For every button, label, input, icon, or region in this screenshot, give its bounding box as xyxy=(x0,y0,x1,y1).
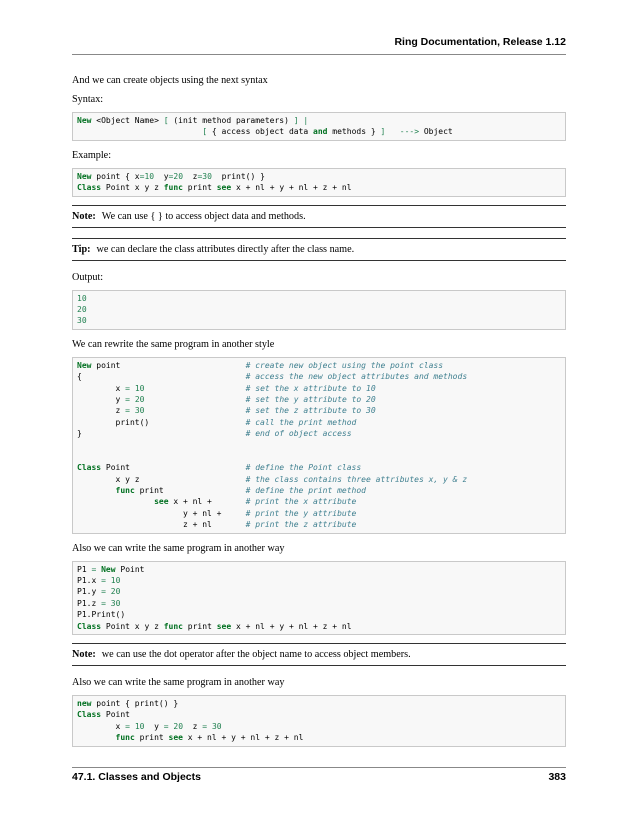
code-token: New xyxy=(77,116,92,125)
code-line xyxy=(77,383,561,394)
code-token: P1.y xyxy=(77,587,102,597)
code-token: = xyxy=(202,721,208,731)
code-token: { access object data xyxy=(207,127,314,137)
code-block xyxy=(72,290,566,330)
code-token: func xyxy=(115,486,135,496)
code-line xyxy=(77,598,561,609)
tip-admonition xyxy=(72,238,566,261)
code-token: { xyxy=(77,372,246,382)
code-line xyxy=(77,171,561,182)
code-token: 30 xyxy=(110,598,121,608)
code-line xyxy=(77,371,561,382)
code-line xyxy=(77,496,561,507)
code-token: P1 xyxy=(77,564,92,574)
code-token xyxy=(77,486,116,495)
code-token: 20 xyxy=(77,304,87,314)
code-line xyxy=(77,508,561,519)
code-token: = xyxy=(125,383,130,393)
code-line xyxy=(77,621,561,632)
code-token: P1.x xyxy=(77,575,102,585)
code-token: x + nl + xyxy=(168,497,246,507)
code-token: Class xyxy=(77,183,102,193)
code-token: 30 xyxy=(211,721,222,731)
code-line xyxy=(77,609,561,620)
code-line xyxy=(77,474,561,485)
code-token: 10 xyxy=(134,721,145,731)
code-block xyxy=(72,112,566,141)
code-token: = xyxy=(101,598,106,608)
code-line xyxy=(77,360,561,371)
code-token: 20 xyxy=(110,587,121,597)
code-token: = xyxy=(197,171,203,181)
code-line xyxy=(77,709,561,720)
paragraph: Example: xyxy=(72,149,112,161)
code-token: [ xyxy=(163,116,169,125)
code-token: # define the print method xyxy=(245,486,366,496)
code-token xyxy=(77,127,202,136)
code-token: } xyxy=(77,429,246,439)
code-token: 30 xyxy=(77,316,87,326)
code-token: see xyxy=(168,733,183,743)
code-token: Point x y z xyxy=(101,183,164,193)
code-line xyxy=(77,721,561,732)
code-token: <Object Name> xyxy=(91,116,164,125)
code-token: x + nl + y + nl + z + nl xyxy=(231,183,352,193)
code-block xyxy=(72,695,566,747)
code-line xyxy=(77,182,561,193)
admonition-text: we can declare the class attributes directly after the class name. xyxy=(96,243,355,255)
paragraph: Syntax: xyxy=(72,94,104,105)
code-token: y + nl + xyxy=(77,508,246,518)
code-token: 20 xyxy=(173,721,184,731)
code-token: Point xyxy=(101,710,130,720)
code-token: print() xyxy=(77,417,246,427)
code-token: x + nl + y + nl + z + nl xyxy=(182,733,304,743)
code-token: print xyxy=(182,183,217,193)
code-token: = xyxy=(125,406,130,416)
admonition-label: Tip: xyxy=(72,243,91,255)
code-token: x xyxy=(77,721,126,731)
code-token: 10 xyxy=(110,575,121,585)
code-token: # define the Point class xyxy=(245,463,362,473)
code-token: y xyxy=(154,171,169,181)
code-token: 10 xyxy=(144,171,155,181)
code-line xyxy=(77,394,561,405)
code-token: func xyxy=(163,621,183,631)
code-token: P1.z xyxy=(77,598,102,608)
code-token: methods } xyxy=(327,127,381,137)
code-line xyxy=(77,698,561,709)
code-token: print xyxy=(134,486,246,496)
code-token: = xyxy=(91,564,97,574)
code-token: (init method parameters) xyxy=(168,116,294,125)
code-token: z xyxy=(77,406,126,416)
page-footer xyxy=(72,771,566,783)
code-token: Class xyxy=(77,710,102,720)
code-token: # the class contains three attributes x, y & z xyxy=(245,474,468,484)
code-token: New xyxy=(77,360,92,370)
code-token: see xyxy=(154,497,169,507)
code-line xyxy=(77,439,561,450)
code-token: and xyxy=(313,127,328,137)
page-header: Ring Documentation, Release 1.12 xyxy=(394,36,566,48)
code-token: see xyxy=(216,621,232,631)
code-line xyxy=(77,451,561,462)
code-token: ] xyxy=(293,116,299,125)
admonition-label: Note: xyxy=(72,648,96,660)
code-line xyxy=(77,586,561,597)
code-token: y xyxy=(77,394,126,404)
code-token: = xyxy=(168,171,174,181)
code-token: 20 xyxy=(134,394,145,404)
code-line xyxy=(77,575,561,586)
code-token xyxy=(144,384,245,393)
code-token: # print the x attribute xyxy=(245,497,357,507)
code-token: = xyxy=(125,721,130,731)
code-line xyxy=(77,462,561,473)
paragraph: And we can create objects using the next syntax xyxy=(72,75,268,86)
code-token: func xyxy=(163,183,183,193)
paragraph: We can rewrite the same program in another style xyxy=(72,338,275,350)
code-block xyxy=(72,357,566,534)
code-line xyxy=(77,293,561,304)
code-token: New xyxy=(77,171,92,181)
code-token: P1.Print() xyxy=(77,610,126,620)
code-token: # print the y attribute xyxy=(245,508,357,518)
paragraph: Also we can write the same program in another way xyxy=(72,542,285,554)
code-line xyxy=(77,519,561,530)
code-token xyxy=(385,127,399,136)
code-token: ---> xyxy=(399,127,420,137)
code-token: Class xyxy=(77,463,102,473)
code-token xyxy=(77,733,116,742)
code-token: = xyxy=(101,587,106,597)
footer-divider xyxy=(72,767,566,768)
code-token: see xyxy=(216,183,232,193)
code-token: print() } xyxy=(211,171,265,181)
code-token: = xyxy=(125,394,130,404)
note-admonition xyxy=(72,205,566,228)
admonition-text: we can use the dot operator after the object name to access object members. xyxy=(101,648,411,660)
code-token: print xyxy=(182,621,217,631)
page-number: 383 xyxy=(548,771,566,783)
code-token: func xyxy=(115,733,135,743)
code-token: # end of object access xyxy=(245,429,352,439)
page-content xyxy=(72,74,566,755)
code-block xyxy=(72,561,566,635)
code-token: z + nl xyxy=(77,520,246,530)
code-line xyxy=(77,428,561,439)
code-token: new xyxy=(77,698,92,708)
paragraph: Also we can write the same program in another way xyxy=(72,676,285,688)
code-token: 20 xyxy=(173,171,184,181)
code-token: # print the z attribute xyxy=(245,520,357,530)
code-token: = xyxy=(139,171,145,181)
code-line xyxy=(77,315,561,326)
code-token: | xyxy=(303,116,309,125)
code-line xyxy=(77,485,561,496)
code-token: Point xyxy=(115,564,145,574)
code-token xyxy=(144,395,245,404)
code-line xyxy=(77,405,561,416)
code-token: z xyxy=(183,171,198,181)
code-token: # set the y attribute to 20 xyxy=(245,394,376,404)
admonition-label: Note: xyxy=(72,210,96,222)
code-token xyxy=(144,406,245,415)
code-line xyxy=(77,732,561,743)
code-token: x + nl + y + nl + z + nl xyxy=(231,621,352,631)
code-token: z xyxy=(183,721,203,731)
code-token: point { x xyxy=(91,171,140,181)
code-token: Point x y z xyxy=(101,621,164,631)
code-line xyxy=(77,564,561,575)
code-token: Object xyxy=(419,127,453,137)
code-token: # set the x attribute to 10 xyxy=(245,383,376,393)
code-token: point xyxy=(91,360,246,370)
code-line xyxy=(77,115,561,126)
code-token: x y z xyxy=(77,474,246,484)
header-divider xyxy=(72,54,566,55)
admonition-text: We can use { } to access object data and methods. xyxy=(101,210,306,222)
code-token: # set the z attribute to 30 xyxy=(245,406,376,416)
code-line xyxy=(77,304,561,315)
code-line xyxy=(77,126,561,137)
code-token: x xyxy=(77,383,126,393)
code-token: point { print() } xyxy=(91,698,179,708)
code-token: # call the print method xyxy=(245,417,357,427)
code-token: = xyxy=(101,575,106,585)
note-admonition xyxy=(72,643,566,666)
code-token: # create new object using the point class xyxy=(245,360,444,370)
code-token: Point xyxy=(101,463,246,473)
code-token: 10 xyxy=(77,293,87,303)
code-token xyxy=(77,497,154,506)
code-line xyxy=(77,417,561,428)
code-token: y xyxy=(144,721,164,731)
code-token: 10 xyxy=(134,383,145,393)
code-token: Class xyxy=(77,621,102,631)
code-token: New xyxy=(101,564,116,574)
footer-section-title: 47.1. Classes and Objects xyxy=(72,771,201,783)
code-token: 30 xyxy=(202,171,212,181)
code-token: ] xyxy=(380,127,386,137)
paragraph: Output: xyxy=(72,271,104,283)
code-token: = xyxy=(163,721,169,731)
code-token: # access the new object attributes and methods xyxy=(245,372,468,382)
code-token: [ xyxy=(202,127,208,137)
code-token: 30 xyxy=(134,406,145,416)
code-token: print xyxy=(134,733,169,743)
code-block xyxy=(72,168,566,197)
